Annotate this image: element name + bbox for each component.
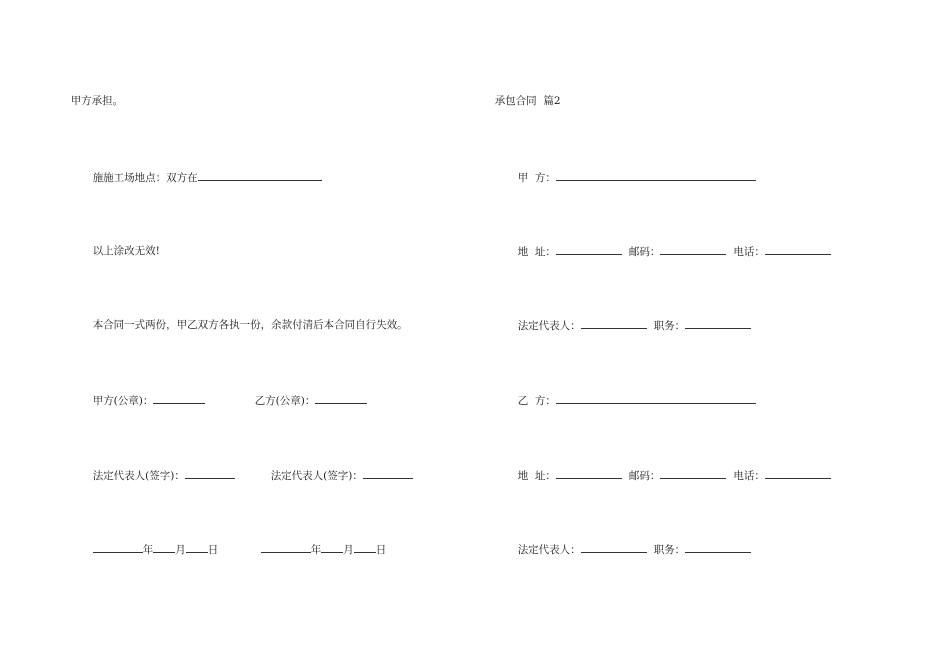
party-a-line: 甲 方： bbox=[511, 156, 756, 185]
legal-rep-sign-1-line: 法定代表人(签字)： bbox=[86, 454, 235, 483]
site-blank[interactable] bbox=[198, 170, 322, 181]
party-b-blank[interactable] bbox=[556, 393, 756, 404]
party-a-address-line: 地 址： 邮码： 电话： bbox=[511, 230, 831, 259]
party-b-postcode-blank[interactable] bbox=[660, 468, 726, 479]
party-a-legal-rep-line: 法定代表人： 职务： bbox=[511, 304, 751, 333]
party-a-seal-line: 甲方(公章)： bbox=[86, 379, 205, 408]
party-b-address-line: 地 址： 邮码： 电话： bbox=[511, 454, 831, 483]
year-blank-1[interactable] bbox=[93, 542, 143, 553]
year-blank-2[interactable] bbox=[261, 542, 311, 553]
party-b-seal-line: 乙方(公章)： bbox=[248, 379, 367, 408]
legal-rep-sign-2-blank[interactable] bbox=[363, 468, 413, 479]
party-b-legal-rep-line: 法定代表人： 职务： bbox=[511, 528, 751, 557]
party-b-address-blank[interactable] bbox=[556, 468, 622, 479]
party-a-phone-blank[interactable] bbox=[765, 244, 831, 255]
no-alter-text: 以上涂改无效! bbox=[92, 245, 160, 257]
party-a-blank[interactable] bbox=[556, 170, 756, 181]
day-blank-2[interactable] bbox=[354, 542, 376, 553]
site-line: 施施工场地点：双方在 bbox=[86, 156, 322, 185]
date-line-2: 年 月 日 bbox=[254, 528, 386, 557]
intro-text: 甲方承担。 bbox=[70, 95, 124, 107]
party-b-position-blank[interactable] bbox=[685, 542, 751, 553]
contract-title: 承包合同 篇2 bbox=[494, 95, 561, 107]
legal-rep-sign-2-line: 法定代表人(签字)： bbox=[264, 454, 413, 483]
party-b-line: 乙 方： bbox=[511, 379, 756, 408]
day-blank-1[interactable] bbox=[186, 542, 208, 553]
party-a-postcode-blank[interactable] bbox=[660, 244, 726, 255]
month-blank-2[interactable] bbox=[321, 542, 343, 553]
date-line-1: 年 月 日 bbox=[86, 528, 218, 557]
party-b-phone-blank[interactable] bbox=[765, 468, 831, 479]
legal-rep-sign-1-blank[interactable] bbox=[185, 468, 235, 479]
party-b-legal-rep-blank[interactable] bbox=[581, 542, 647, 553]
party-a-legal-rep-blank[interactable] bbox=[581, 318, 647, 329]
month-blank-1[interactable] bbox=[153, 542, 175, 553]
party-a-address-blank[interactable] bbox=[556, 244, 622, 255]
party-a-seal-blank[interactable] bbox=[153, 393, 205, 404]
party-a-position-blank[interactable] bbox=[685, 318, 751, 329]
party-b-seal-blank[interactable] bbox=[315, 393, 367, 404]
copies-text: 本合同一式两份，甲乙双方各执一份，余款付清后本合同自行失效。 bbox=[92, 319, 408, 331]
